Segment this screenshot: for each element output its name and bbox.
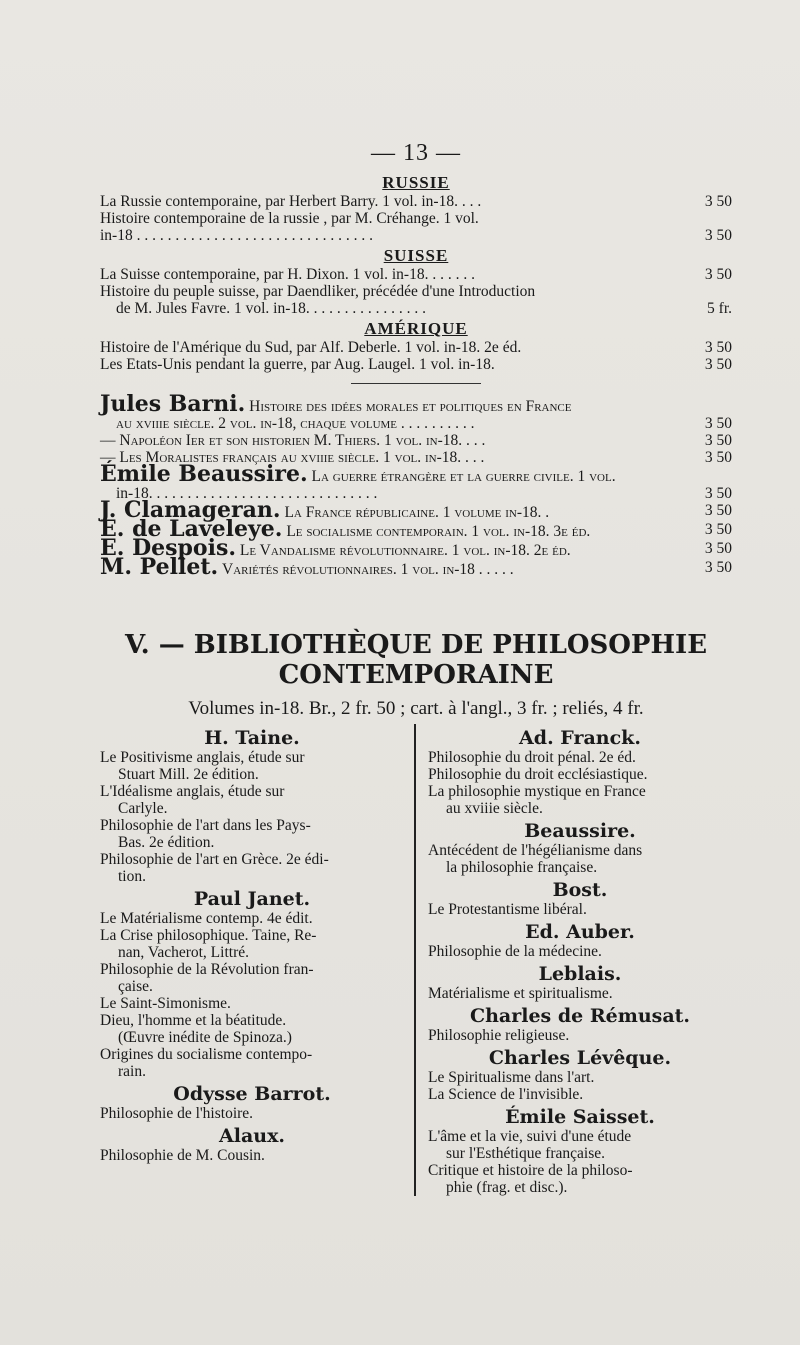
author-heading: Odysse Barrot. [173,1083,331,1105]
work-title-cont: la philosophie française. [446,859,598,876]
work-title: Le Saint-Simonisme. [100,995,231,1012]
work-title: Philosophie de la Révolution fran- [100,961,314,978]
entry-text: — Les Moralistes français au xviiie siècle. 1 vol. in-18. . . . [100,449,485,466]
work-title-cont: Bas. 2e édition. [118,834,215,851]
entry-text: La Russie contemporaine, par Herbert Barry. 1 vol. in-18. . . . [100,193,482,210]
author-heading: Ad. Franck. [519,727,641,749]
work-title: Critique et histoire de la philoso- [428,1162,633,1179]
entry-text: in-18. . . . . . . . . . . . . . . . . . . . . . . . . . . . . . [116,485,378,502]
author-heading: Bost. [552,879,608,901]
author-heading: Beaussire. [524,820,636,842]
entry-text: La France républicaine. 1 volume in-18. . [284,504,550,521]
entry-text: de M. Jules Favre. 1 vol. in-18. . . . . . . . . . . . . . . . [116,300,426,317]
catalog-entry [100,193,732,210]
work-title-cont: sur l'Esthétique française. [446,1145,606,1162]
work-title: La Crise philosophique. Taine, Re- [100,927,317,944]
work-title: Matérialisme et spiritualisme. [428,985,613,1002]
work-title: Philosophie du droit ecclésiastique. [428,766,648,783]
work-title: La Science de l'invisible. [428,1086,584,1103]
work-title-cont: nan, Vacherot, Littré. [118,944,249,961]
entry-text: Histoire de l'Amérique du Sud, par Alf. Deberle. 1 vol. in-18. 2e éd. [100,339,522,356]
work-title: Philosophie de l'art dans les Pays- [100,817,311,834]
catalog-entry [100,210,732,227]
work-title: Philosophie du droit pénal. 2e éd. [428,749,636,766]
author-name: E. Despois. [100,535,237,561]
section-heading-russie: RUSSIE [382,173,450,192]
entry-price: 3 50 [704,339,732,356]
entry-price: 5 fr. [707,300,732,317]
section-title [100,630,732,690]
work-title: Le Protestantisme libéral. [428,901,587,918]
work-title: Le Spiritualisme dans l'art. [428,1069,595,1086]
entry-price: 3 50 [704,266,732,283]
entry-price: 3 50 [704,432,732,449]
author-entry [100,391,732,417]
work-title: Philosophie de l'art en Grèce. 2e édi- [100,851,329,868]
work-title: Le Matérialisme contemp. 4e édit. [100,910,313,927]
work-title-cont: rain. [118,1063,146,1080]
author-heading: Charles de Rémusat. [469,1005,691,1027]
section-heading-amerique: AMÉRIQUE [364,319,468,338]
section-heading-suisse: SUISSE [383,246,449,265]
author-heading: Leblais. [538,963,622,985]
author-entry-cont [100,415,732,432]
catalog-entry [100,339,732,356]
work-title: Philosophie de M. Cousin. [100,1147,265,1164]
work-title-cont: au xviiie siècle. [446,800,543,817]
work-title-cont: çaise. [118,978,153,995]
author-heading: Émile Saisset. [505,1106,655,1128]
work-title-cont: tion. [118,868,146,885]
entry-text: in-18 . . . . . . . . . . . . . . . . . . . . . . . . . . . . . . . [100,227,373,244]
right-column [414,724,732,1196]
author-heading: Ed. Auber. [525,921,635,943]
author-heading: H. Taine. [204,727,300,749]
author-name: Jules Barni. [100,391,246,417]
catalog-entry [100,283,732,300]
work-title: Antécédent de l'hégélianisme dans [428,842,643,859]
work-title: Philosophie de la médecine. [428,943,602,960]
work-title: Philosophie religieuse. [428,1027,570,1044]
author-entry [100,461,732,487]
page-content [100,140,732,1196]
author-entry [100,432,732,449]
catalog-entry-cont [100,300,732,317]
entry-text: Histoire contemporaine de la russie , par M. Créhange. 1 vol. [100,210,479,227]
section-title-line: V. — BIBLIOTHÈQUE DE PHILOSOPHIE [124,630,708,660]
work-title: L'âme et la vie, suivi d'une étude [428,1128,632,1145]
volume-pricing: Volumes in-18. Br., 2 fr. 50 ; cart. à l'angl., 3 fr. ; reliés, 4 fr. [188,698,644,719]
work-title-cont: Carlyle. [118,800,168,817]
work-title: L'Idéalisme anglais, étude sur [100,783,285,800]
entry-price: 3 50 [704,356,732,373]
entry-text: Variétés révolutionnaires. 1 vol. in-18 . . . . . [222,561,514,578]
entry-text: La Suisse contemporaine, par H. Dixon. 1 vol. in-18. . . . . . . [100,266,475,283]
author-name: M. Pellet. [100,554,219,580]
work-title: Philosophie de l'histoire. [100,1105,254,1122]
author-name: J. Clamageran. [100,497,281,523]
entry-price: 3 50 [704,502,732,519]
entry-text: Le socialisme contemporain. 1 vol. in-18. 3e éd. [286,523,591,540]
entry-text: La guerre étrangère et la guerre civile. 1 vol. [311,468,616,485]
entry-text: Les Etats-Unis pendant la guerre, par Aug. Laugel. 1 vol. in-18. [100,356,495,373]
work-title-cont: phie (frag. et disc.). [446,1179,568,1196]
entry-price: 3 50 [704,485,732,502]
catalog-entry-cont [100,227,732,244]
entry-price: 3 50 [704,521,732,538]
entry-text: Le Vandalisme révolutionnaire. 1 vol. in-18. 2e éd. [239,542,571,559]
work-title: Dieu, l'homme et la béatitude. [100,1012,287,1029]
page-number: — 13 — [371,140,461,166]
entry-price: 3 50 [704,540,732,557]
work-title-cont: Stuart Mill. 2e édition. [118,766,259,783]
author-heading: Paul Janet. [193,888,311,910]
left-column [100,724,414,1196]
author-heading: Alaux. [218,1125,286,1147]
entry-price: 3 50 [704,415,732,432]
catalog-entry [100,266,732,283]
work-title-cont: (Œuvre inédite de Spinoza.) [118,1029,292,1046]
entry-price: 3 50 [704,559,732,576]
entry-text: Histoire des idées morales et politiques en France [249,398,572,415]
author-name: E. de Laveleye. [100,516,283,542]
author-entry [100,554,732,580]
divider [351,383,481,384]
entry-text: — Napoléon Ier et son historien M. Thiers. 1 vol. in-18. . . . [100,432,486,449]
section-title-line: CONTEMPORAINE [278,660,554,690]
work-title: Le Positivisme anglais, étude sur [100,749,305,766]
author-heading: Charles Lévêque. [488,1047,672,1069]
work-title: La philosophie mystique en France [428,783,646,800]
author-name: Émile Beaussire. [100,461,308,487]
entry-price: 3 50 [704,193,732,210]
entry-text: au xviiie siècle. 2 vol. in-18, chaque volume . . . . . . . . . . [116,415,475,432]
author-list [100,391,732,580]
entry-price: 3 50 [704,449,732,466]
entry-price: 3 50 [704,227,732,244]
two-column-list [100,724,732,1196]
work-title: Origines du socialisme contempo- [100,1046,313,1063]
catalog-entry [100,356,732,373]
entry-text: Histoire du peuple suisse, par Daendliker, précédée d'une Introduction [100,283,536,300]
